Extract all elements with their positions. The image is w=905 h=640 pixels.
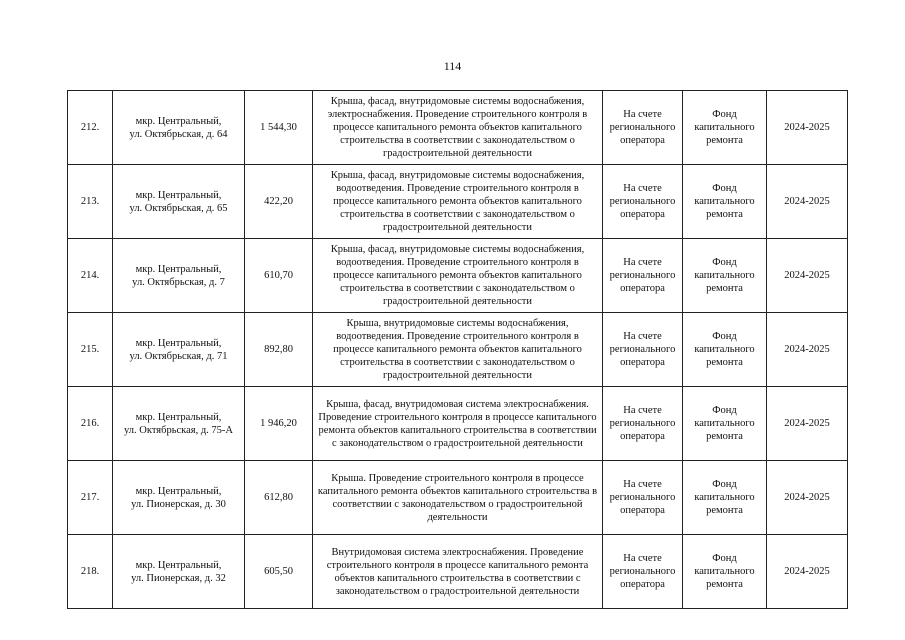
works-cell: Крыша, фасад, внутридомовые системы водоснабжения, водоотведения. Проведение строительного контроля в процессе капитального ремонта объектов капитального строительства в соответствии с законодательством о градостроительной деятельности [313, 239, 603, 313]
address-line-2: ул. Пионерская, д. 32 [131, 572, 226, 584]
funding-source-cell: Фонд капитального ремонта [683, 313, 767, 387]
period-cell: 2024-2025 [767, 461, 848, 535]
area-cell: 892,80 [245, 313, 313, 387]
works-cell: Крыша. Проведение строительного контроля в процессе капитального ремонта объектов капитального строительства в соответствии с законодательством о градостроительной деятельности [313, 461, 603, 535]
address-line-1: мкр. Центральный, [135, 115, 222, 127]
funding-method-cell: На счете регионального оператора [603, 91, 683, 165]
table-row [68, 461, 848, 535]
table-row [68, 165, 848, 239]
works-cell: Крыша, внутридомовые системы водоснабжения, водоотведения. Проведение строительного контроля в процессе капитального ремонта объектов капитального строительства в соответствии с законодательством о градостроительной деятельности [313, 313, 603, 387]
address-cell [113, 91, 245, 165]
row-number-cell: 218. [68, 535, 113, 609]
address-line-1: мкр. Центральный, [135, 263, 222, 275]
row-number-cell: 212. [68, 91, 113, 165]
row-number-cell: 216. [68, 387, 113, 461]
funding-method-cell: На счете регионального оператора [603, 461, 683, 535]
table-row [68, 387, 848, 461]
funding-source-cell: Фонд капитального ремонта [683, 165, 767, 239]
table-body [68, 91, 848, 609]
address-line-1: мкр. Центральный, [135, 559, 222, 571]
address-cell [113, 535, 245, 609]
address-cell [113, 387, 245, 461]
row-number-cell: 213. [68, 165, 113, 239]
funding-source-cell: Фонд капитального ремонта [683, 535, 767, 609]
row-number-cell: 217. [68, 461, 113, 535]
address-line-2: ул. Октябрьская, д. 65 [129, 202, 228, 214]
funding-source-cell: Фонд капитального ремонта [683, 91, 767, 165]
area-cell: 1 946,20 [245, 387, 313, 461]
period-cell: 2024-2025 [767, 91, 848, 165]
area-cell: 1 544,30 [245, 91, 313, 165]
funding-source-cell: Фонд капитального ремонта [683, 387, 767, 461]
table-row [68, 313, 848, 387]
table-row [68, 91, 848, 165]
address-cell [113, 165, 245, 239]
address-line-1: мкр. Центральный, [135, 337, 222, 349]
funding-source-cell: Фонд капитального ремонта [683, 239, 767, 313]
row-number-cell: 214. [68, 239, 113, 313]
address-line-1: мкр. Центральный, [135, 411, 222, 423]
address-line-2: ул. Октябрьская, д. 64 [129, 128, 228, 140]
works-cell: Крыша, фасад, внутридомовые системы водоснабжения, водоотведения. Проведение строительного контроля в процессе капитального ремонта объектов капитального строительства в соответствии с законодательством о градостроительной деятельности [313, 165, 603, 239]
page-number: 114 [443, 59, 462, 73]
address-line-1: мкр. Центральный, [135, 485, 222, 497]
works-cell: Внутридомовая система электроснабжения. Проведение строительного контроля в процессе капитального ремонта объектов капитального строительства в соответствии с законодательством о градостроительной деятельности [313, 535, 603, 609]
period-cell: 2024-2025 [767, 313, 848, 387]
area-cell: 610,70 [245, 239, 313, 313]
capital-repair-table [67, 90, 848, 609]
area-cell: 605,50 [245, 535, 313, 609]
works-cell: Крыша, фасад, внутридомовые системы водоснабжения, электроснабжения. Проведение строительного контроля в процессе капитального ремонта объектов капитального строительства в соответствии с законодательством о градостроительной деятельности [313, 91, 603, 165]
funding-method-cell: На счете регионального оператора [603, 165, 683, 239]
works-cell: Крыша, фасад, внутридомовая система электроснабжения. Проведение строительного контроля в процессе капитального ремонта объектов капитального строительства в соответствии с законодательством о градостроительной деятельности [313, 387, 603, 461]
funding-method-cell: На счете регионального оператора [603, 313, 683, 387]
address-cell [113, 239, 245, 313]
period-cell: 2024-2025 [767, 239, 848, 313]
table-row [68, 239, 848, 313]
address-line-1: мкр. Центральный, [135, 189, 222, 201]
address-cell [113, 313, 245, 387]
funding-source-cell: Фонд капитального ремонта [683, 461, 767, 535]
area-cell: 422,20 [245, 165, 313, 239]
address-line-2: ул. Октябрьская, д. 7 [132, 276, 225, 288]
row-number-cell: 215. [68, 313, 113, 387]
period-cell: 2024-2025 [767, 165, 848, 239]
address-line-2: ул. Пионерская, д. 30 [131, 498, 226, 510]
period-cell: 2024-2025 [767, 535, 848, 609]
period-cell: 2024-2025 [767, 387, 848, 461]
table-row [68, 535, 848, 609]
funding-method-cell: На счете регионального оператора [603, 239, 683, 313]
funding-method-cell: На счете регионального оператора [603, 387, 683, 461]
funding-method-cell: На счете регионального оператора [603, 535, 683, 609]
address-cell [113, 461, 245, 535]
address-line-2: ул. Октябрьская, д. 75-А [124, 424, 233, 436]
address-line-2: ул. Октябрьская, д. 71 [129, 350, 228, 362]
area-cell: 612,80 [245, 461, 313, 535]
